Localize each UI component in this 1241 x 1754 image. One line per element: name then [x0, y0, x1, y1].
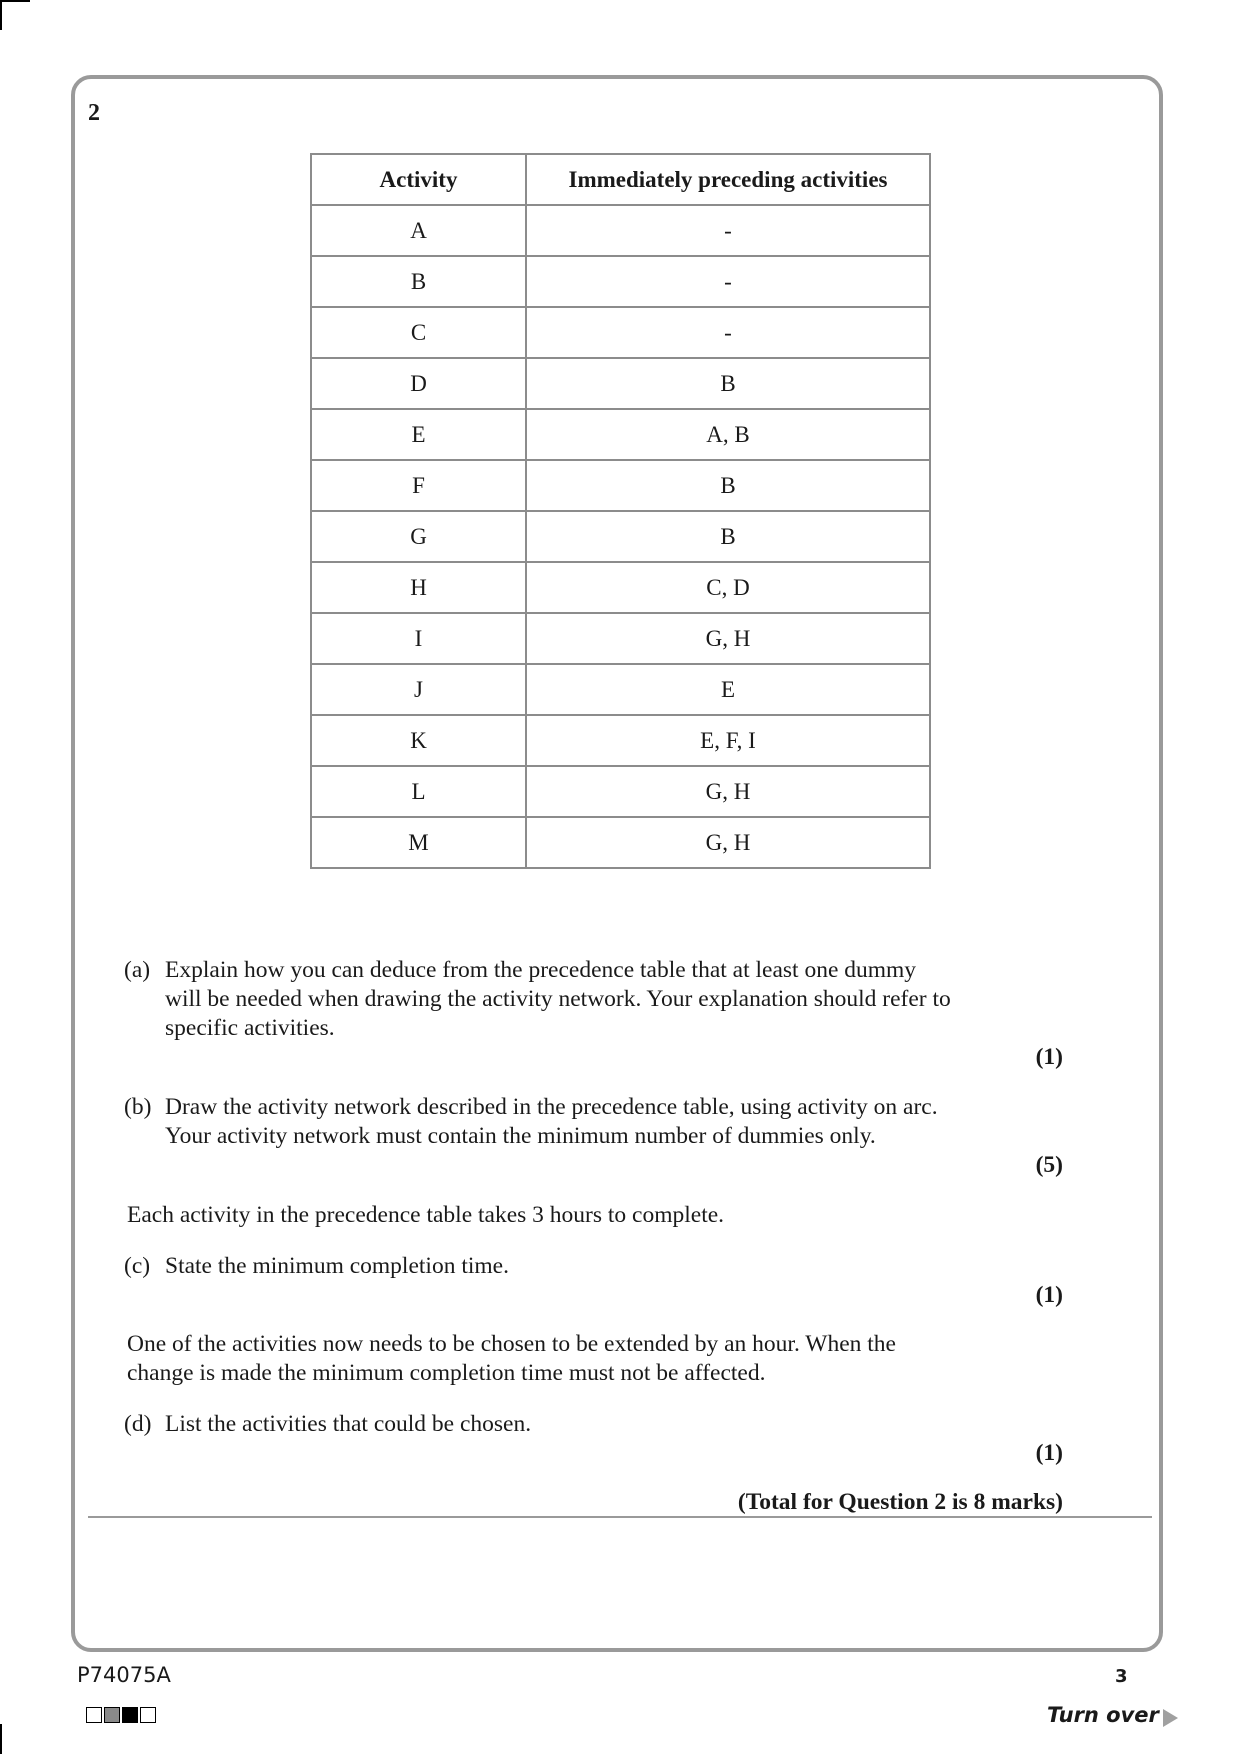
preceding-cell: E: [526, 664, 930, 715]
part-c-marks: (1): [1035, 1282, 1063, 1308]
activity-cell: B: [311, 256, 526, 307]
activity-cell: F: [311, 460, 526, 511]
table-row: [311, 358, 930, 409]
part-b-label: (b): [124, 1094, 152, 1120]
table-row: [311, 460, 930, 511]
precedence-table: [310, 153, 931, 869]
activity-cell: E: [311, 409, 526, 460]
end-of-question-rule: [88, 1516, 1152, 1518]
part-b-text-line1: Draw the activity network described in the precedence table, using activity on arc.: [165, 1094, 938, 1120]
part-a-label: (a): [124, 957, 151, 983]
turn-over-label: Turn over: [1047, 1703, 1159, 1727]
part-d-marks: (1): [1035, 1440, 1063, 1466]
question-total: (Total for Question 2 is 8 marks): [737, 1489, 1063, 1515]
barcode-icon: [86, 1707, 156, 1725]
preceding-cell: A, B: [526, 409, 930, 460]
activity-cell: G: [311, 511, 526, 562]
question-number: 2: [88, 100, 100, 126]
part-b-marks: (5): [1035, 1152, 1063, 1178]
part-a-text-line3: specific activities.: [165, 1015, 335, 1041]
table-header-row: [311, 154, 930, 205]
activity-cell: L: [311, 766, 526, 817]
table-row: [311, 511, 930, 562]
info-text-2-line2: change is made the minimum completion time must not be affected.: [127, 1360, 766, 1386]
crop-mark-top: [0, 0, 2, 30]
paper-code: P74075A: [77, 1663, 171, 1687]
activity-cell: K: [311, 715, 526, 766]
preceding-cell: E, F, I: [526, 715, 930, 766]
table-row: [311, 766, 930, 817]
part-a-text-line1: Explain how you can deduce from the precedence table that at least one dummy: [165, 957, 917, 983]
table-row: [311, 562, 930, 613]
preceding-cell: -: [526, 205, 930, 256]
preceding-cell: -: [526, 307, 930, 358]
part-a-text-line2: will be needed when drawing the activity network. Your explanation should refer to: [165, 986, 951, 1012]
table-row: [311, 613, 930, 664]
table-row: [311, 205, 930, 256]
activity-cell: H: [311, 562, 526, 613]
table-row: [311, 409, 930, 460]
part-c-label: (c): [124, 1253, 151, 1279]
crop-mark-top-h: [0, 0, 30, 2]
column-header-preceding: Immediately preceding activities: [526, 154, 930, 205]
info-text-2-line1: One of the activities now needs to be chosen to be extended by an hour. When the: [127, 1331, 896, 1357]
preceding-cell: B: [526, 358, 930, 409]
info-text-1: Each activity in the precedence table takes 3 hours to complete.: [127, 1202, 725, 1228]
part-c-text-line1: State the minimum completion time.: [165, 1253, 509, 1279]
preceding-cell: C, D: [526, 562, 930, 613]
preceding-cell: B: [526, 511, 930, 562]
table-row: [311, 817, 930, 868]
table-row: [311, 664, 930, 715]
part-a-marks: (1): [1035, 1044, 1063, 1070]
activity-cell: J: [311, 664, 526, 715]
activity-cell: A: [311, 205, 526, 256]
table-row: [311, 307, 930, 358]
preceding-cell: G, H: [526, 766, 930, 817]
preceding-cell: -: [526, 256, 930, 307]
activity-cell: D: [311, 358, 526, 409]
activity-cell: M: [311, 817, 526, 868]
table-row: [311, 715, 930, 766]
crop-mark-bottom: [0, 1724, 2, 1754]
page-number: 3: [1115, 1666, 1128, 1687]
column-header-activity: Activity: [311, 154, 526, 205]
part-b-text-line2: Your activity network must contain the minimum number of dummies only.: [165, 1123, 876, 1149]
activity-cell: I: [311, 613, 526, 664]
part-d-label: (d): [124, 1411, 152, 1437]
preceding-cell: G, H: [526, 613, 930, 664]
preceding-cell: B: [526, 460, 930, 511]
preceding-cell: G, H: [526, 817, 930, 868]
activity-cell: C: [311, 307, 526, 358]
arrow-right-icon: [1163, 1709, 1178, 1727]
table-row: [311, 256, 930, 307]
part-d-text-line1: List the activities that could be chosen.: [165, 1411, 532, 1437]
